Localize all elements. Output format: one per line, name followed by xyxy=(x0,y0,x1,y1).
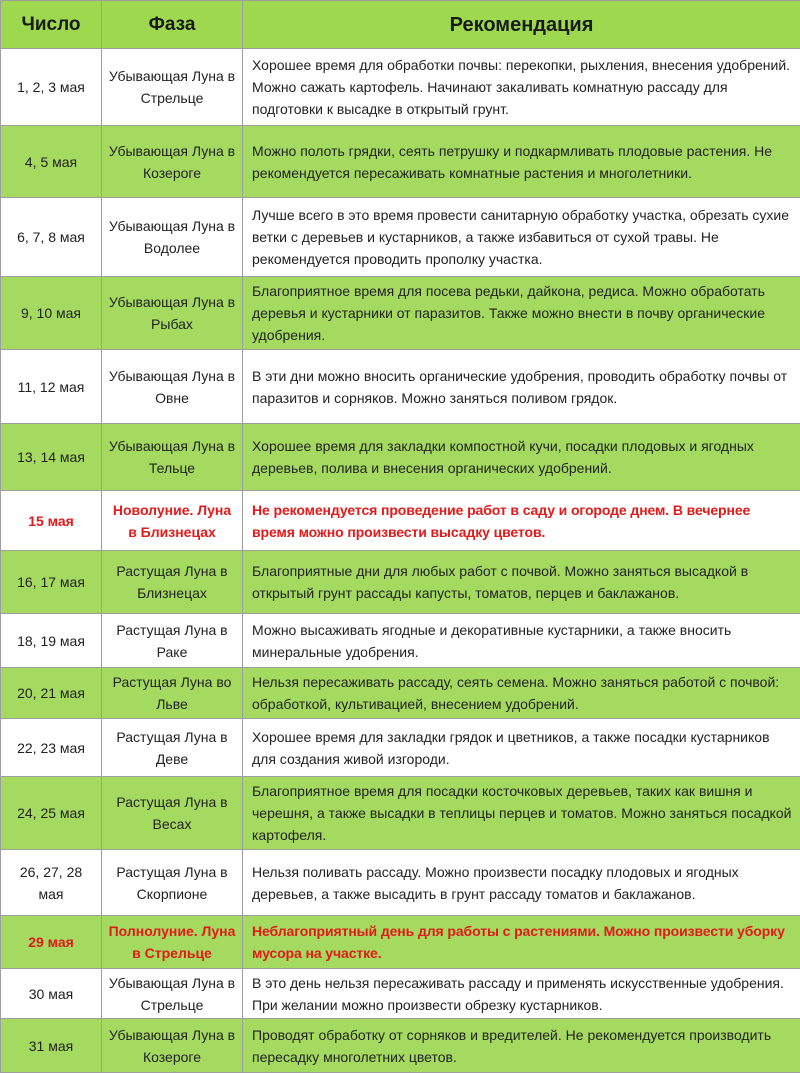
phase-cell: Растущая Луна в Близнецах xyxy=(102,551,243,614)
phase-cell: Убывающая Луна в Стрельце xyxy=(102,969,243,1019)
date-cell: 9, 10 мая xyxy=(1,277,102,350)
recommendation-cell: Хорошее время для закладки компостной кучи, посадки плодовых и ягодных деревьев, полива и внесения органических удобрений. xyxy=(243,424,800,491)
table-row xyxy=(1,1019,800,1073)
date-cell: 29 мая xyxy=(1,916,102,969)
date-cell: 4, 5 мая xyxy=(1,126,102,198)
date-cell: 24, 25 мая xyxy=(1,777,102,850)
phase-cell: Убывающая Луна в Овне xyxy=(102,350,243,424)
phase-cell: Растущая Луна в Деве xyxy=(102,719,243,777)
recommendation-cell: Нельзя поливать рассаду. Можно произвести посадку плодовых и ягодных деревьев, а также высадить в грунт рассаду томатов и баклажанов. xyxy=(243,850,800,916)
table-row-new-moon xyxy=(1,491,800,551)
recommendation-cell: Благоприятное время для посадки косточковых деревьев, таких как вишня и черешня, а также высадки в теплицы перцев и томатов. Можно заняться посадкой картофеля. xyxy=(243,777,800,850)
phase-cell: Убывающая Луна в Водолее xyxy=(102,198,243,277)
date-cell: 11, 12 мая xyxy=(1,350,102,424)
header-phase: Фаза xyxy=(102,1,243,49)
table-row xyxy=(1,551,800,614)
table-row xyxy=(1,850,800,916)
table-row xyxy=(1,719,800,777)
date-cell: 16, 17 мая xyxy=(1,551,102,614)
header-row xyxy=(1,1,800,49)
date-cell: 20, 21 мая xyxy=(1,668,102,719)
date-cell: 13, 14 мая xyxy=(1,424,102,491)
phase-cell: Полнолуние. Луна в Стрельце xyxy=(102,916,243,969)
recommendation-cell: Хорошее время для обработки почвы: перекопки, рыхления, внесения удобрений. Можно сажать картофель. Начинают закаливать комнатную рассаду для подготовки к высадке в открытый грунт. xyxy=(243,49,800,126)
date-cell: 26, 27, 28 мая xyxy=(1,850,102,916)
date-cell: 22, 23 мая xyxy=(1,719,102,777)
table-row xyxy=(1,614,800,668)
table-row xyxy=(1,424,800,491)
recommendation-cell: Хорошее время для закладки грядок и цветников, а также посадки кустарников для создания живой изгороди. xyxy=(243,719,800,777)
recommendation-cell: Неблагоприятный день для работы с растениями. Можно произвести уборку мусора на участке. xyxy=(243,916,800,969)
phase-cell: Растущая Луна в Весах xyxy=(102,777,243,850)
phase-cell: Убывающая Луна в Тельце xyxy=(102,424,243,491)
recommendation-cell: Благоприятные дни для любых работ с почвой. Можно заняться высадкой в открытый грунт рассады капусты, томатов, перцев и баклажанов. xyxy=(243,551,800,614)
table-row xyxy=(1,198,800,277)
recommendation-cell: Можно полоть грядки, сеять петрушку и подкармливать плодовые растения. Не рекомендуется пересаживать комнатные растения и многолетники. xyxy=(243,126,800,198)
date-cell: 31 мая xyxy=(1,1019,102,1073)
phase-cell: Растущая Луна в Раке xyxy=(102,614,243,668)
phase-cell: Убывающая Луна в Стрельце xyxy=(102,49,243,126)
header-recommendation: Рекомендация xyxy=(243,1,800,49)
table-row xyxy=(1,126,800,198)
phase-cell: Убывающая Луна в Рыбах xyxy=(102,277,243,350)
recommendation-cell: Благоприятное время для посева редьки, дайкона, редиса. Можно обработать деревья и кустарники от паразитов. Также можно внести в почву органические удобрения. xyxy=(243,277,800,350)
table-row xyxy=(1,277,800,350)
phase-cell: Растущая Луна в Скорпионе xyxy=(102,850,243,916)
phase-cell: Убывающая Луна в Козероге xyxy=(102,126,243,198)
recommendation-cell: Нельзя пересаживать рассаду, сеять семена. Можно заняться работой с почвой: обработкой, культивацией, внесением удобрений. xyxy=(243,668,800,719)
recommendation-cell: Проводят обработку от сорняков и вредителей. Не рекомендуется производить пересадку многолетних цветов. xyxy=(243,1019,800,1073)
table-row xyxy=(1,49,800,126)
recommendation-cell: Лучше всего в это время провести санитарную обработку участка, обрезать сухие ветки с деревьев и кустарников, а также избавиться от сухой травы. Не рекомендуется проводить прополку участка. xyxy=(243,198,800,277)
date-cell: 18, 19 мая xyxy=(1,614,102,668)
date-cell: 6, 7, 8 мая xyxy=(1,198,102,277)
table-row xyxy=(1,668,800,719)
phase-cell: Убывающая Луна в Козероге xyxy=(102,1019,243,1073)
recommendation-cell: В эти дни можно вносить органические удобрения, проводить обработку почвы от паразитов и сорняков. Можно заняться поливом грядок. xyxy=(243,350,800,424)
recommendation-cell: Можно высаживать ягодные и декоративные кустарники, а также вносить минеральные удобрения. xyxy=(243,614,800,668)
recommendation-cell: В это день нельзя пересаживать рассаду и применять искусственные удобрения. При желании можно произвести обрезку кустарников. xyxy=(243,969,800,1019)
header-date: Число xyxy=(1,1,102,49)
date-cell: 15 мая xyxy=(1,491,102,551)
recommendation-cell: Не рекомендуется проведение работ в саду и огороде днем. В вечернее время можно произвести высадку цветов. xyxy=(243,491,800,551)
table-row xyxy=(1,969,800,1019)
date-cell: 30 мая xyxy=(1,969,102,1019)
date-cell: 1, 2, 3 мая xyxy=(1,49,102,126)
table-row xyxy=(1,350,800,424)
phase-cell: Растущая Луна во Льве xyxy=(102,668,243,719)
table-row xyxy=(1,777,800,850)
table-row-full-moon xyxy=(1,916,800,969)
phase-cell: Новолуние. Луна в Близнецах xyxy=(102,491,243,551)
